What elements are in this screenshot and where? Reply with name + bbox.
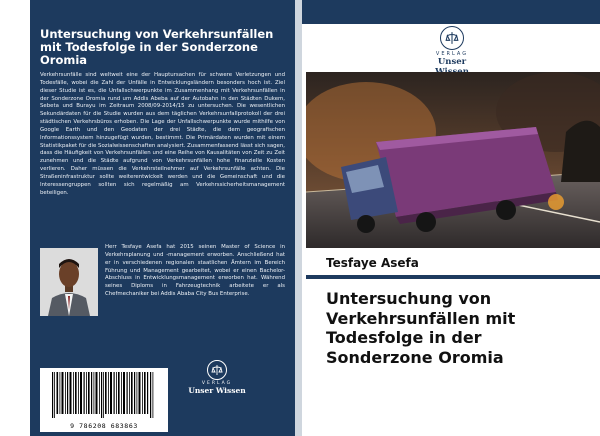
publisher-name: Unser Wissen bbox=[188, 386, 246, 395]
publisher-emblem-icon bbox=[440, 26, 464, 50]
author-bio: Herr Tesfaye Asefa hat 2015 seinen Master of Science in Verkehrsplanung und -management erworben. Anschließend hat er in verschiedenen regionalen staatlichen Ämtern im Bereich Führung und Management gearbeitet, wobei er einen Bachelor-Abschluss in Entwicklungsmanagement erworben hat. Während seines Diploms in Fahrzeugtechnik arbeitete er als Chefmechaniker bei Addis Ababa City Bus Enterprise. bbox=[105, 244, 285, 298]
front-publisher-logo bbox=[420, 26, 484, 77]
front-cover-divider bbox=[306, 275, 600, 279]
barcode-bars bbox=[40, 368, 168, 422]
front-cover-title: Untersuchung von Verkehrsunfällen mit Todesfolge in der Sonderzone Oromia bbox=[326, 289, 516, 367]
back-cover bbox=[30, 0, 295, 436]
spine bbox=[295, 0, 302, 436]
front-cover-top-band bbox=[302, 0, 600, 24]
author-photo bbox=[40, 248, 98, 316]
barcode-digits: 9 786208 683863 bbox=[70, 422, 138, 430]
cover-photo-overturned-truck bbox=[306, 72, 600, 248]
front-cover bbox=[302, 0, 600, 436]
publisher-emblem-icon bbox=[207, 360, 227, 380]
barcode bbox=[40, 368, 168, 432]
publisher-verlag-label: VERLAG bbox=[435, 51, 469, 57]
front-cover-author: Tesfaye Asefa bbox=[326, 256, 419, 270]
back-cover-blurb: Verkehrsunfälle sind weltweit eine der Hauptursachen für schwere Verletzungen und Todesfälle, wobei die Zahl der Unfälle in Entwicklungsländern besonders hoch ist. Ziel dieser Studie ist es, die Unfallschwerpunkte im Zusammenhang mit Verkehrsunfällen in der Sonderzone Oromia rund um Addis Abeba auf der Autobahn in den Städten Dukem, Sebeta und Burayu im Zeitraum 2008/09-2014/15 zu untersuchen. Die wesentlichen Sekundärdaten für die Studie wurden aus dem täglichen Verkehrsunfallprotokoll der drei städtischen Verkehrsbüros erhoben. Die Lage der Unfallschwerpunkte wurde mithilfe von Google Earth und den Geodaten der drei Städte, die dem geografischen Informationssystem hinzugefügt wurden, bestimmt. Die Primärdaten wurden mit einem Statistikpaket für die Sozialwissenschaften analysiert. Zusammenfassend lässt sich sagen, dass die Häufigkeit von Verkehrsunfällen und eine Reihe von Kausalitäten von Zeit zu Zeit zunehmen und die Städte aufgrund von Verkehrsunfällen hohe finanzielle Kosten verlieren. Daher müssen die Verkehrsteilnehmer auf Verkehrsunfälle achten. Die Straßeninfrastruktur sollte weiterentwickelt werden und die Gemeinschaft und die Interessengruppen sollten sich regelmäßig am Verkehrssicherheitsmanagement beteiligen. bbox=[40, 72, 285, 196]
publisher-name: Unser bbox=[437, 57, 467, 67]
publisher-verlag-label: VERLAG bbox=[201, 381, 233, 386]
back-publisher-logo bbox=[182, 360, 252, 395]
back-cover-title: Untersuchung von Verkehrsunfällen mit Todesfolge in der Sonderzone Oromia bbox=[40, 27, 274, 67]
